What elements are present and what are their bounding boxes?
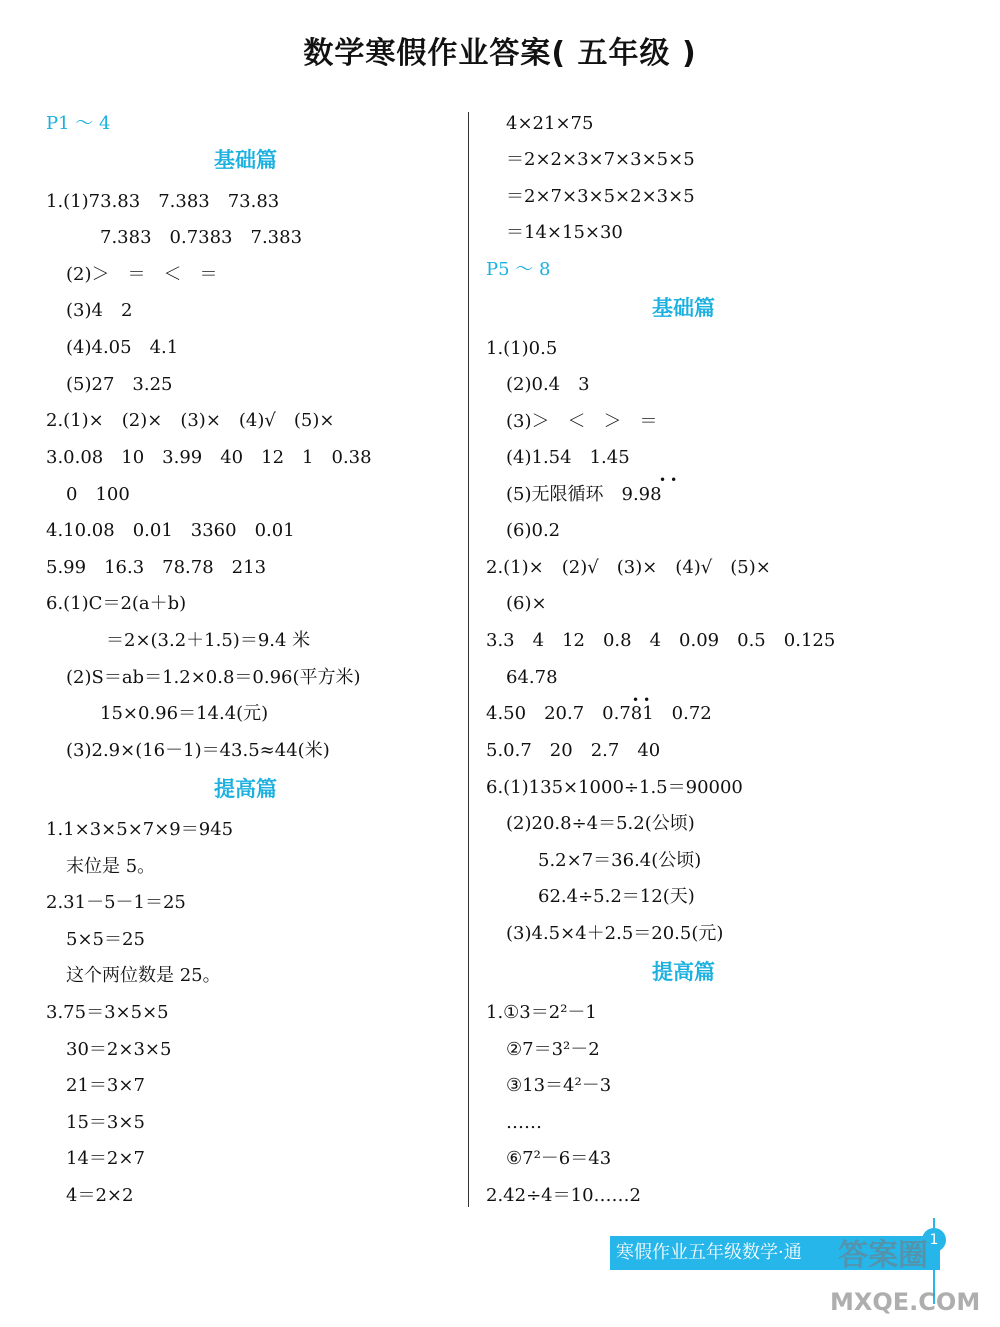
watermark-url: MXQE.COM <box>830 1288 981 1316</box>
answer-line: 这个两位数是 25。 <box>66 965 221 986</box>
right-page-ref: P5 ～ 8 <box>486 259 551 280</box>
answer-line: 21＝3×7 <box>66 1075 145 1096</box>
footer-banner: 寒假作业五年级数学·通 <box>610 1236 940 1270</box>
answer-line: (5)无限循环 9.98 <box>506 484 662 505</box>
answer-line: 0 100 <box>66 484 130 505</box>
answer-line: 7.383 0.7383 7.383 <box>100 227 303 248</box>
right-section-advanced: 提高篇 <box>652 960 715 984</box>
answer-line: 3.3 4 12 0.8 4 0.09 0.5 0.125 <box>486 630 836 651</box>
answer-line: 14＝2×7 <box>66 1148 145 1169</box>
answer-line: (3)2.9×(16－1)＝43.5≈44(米) <box>66 740 330 761</box>
answer-line: ⑥7²－6＝43 <box>506 1148 612 1169</box>
column-divider <box>468 112 469 1207</box>
answer-line: 1.(1)0.5 <box>486 338 558 359</box>
answer-line: 3.0.08 10 3.99 40 12 1 0.38 <box>46 447 372 468</box>
answer-line: 5×5＝25 <box>66 929 145 950</box>
answer-line: 6.(1)C＝2(a＋b) <box>46 593 187 614</box>
answer-line: (6)× <box>506 593 547 614</box>
repeating-decimal-dots: •• <box>659 473 682 487</box>
answer-line: 5.99 16.3 78.78 213 <box>46 557 267 578</box>
answer-line: (2)＞ ＝ ＜ ＝ <box>66 264 218 285</box>
answer-line: (3)＞ ＜ ＞ ＝ <box>506 411 658 432</box>
answer-line: 4＝2×2 <box>66 1185 134 1206</box>
answer-line: 1.1×3×5×7×9＝945 <box>46 819 234 840</box>
answer-line: 2.42÷4＝10……2 <box>486 1185 641 1206</box>
answer-line: 64.78 <box>506 667 558 688</box>
answer-line: (3)4.5×4＋2.5＝20.5(元) <box>506 923 724 944</box>
answer-line: 4×21×75 <box>506 113 594 134</box>
answer-line: (4)4.05 4.1 <box>66 337 179 358</box>
answer-line: (2)0.4 3 <box>506 374 590 395</box>
right-section-basic: 基础篇 <box>652 296 715 320</box>
repeating-decimal-dots: •• <box>632 693 655 707</box>
answer-line: (5)27 3.25 <box>66 374 173 395</box>
answer-line: 30＝2×3×5 <box>66 1039 172 1060</box>
answer-line: (3)4 2 <box>66 300 133 321</box>
answer-line: ②7＝3²－2 <box>506 1039 600 1060</box>
answer-line: ＝2×(3.2＋1.5)＝9.4 米 <box>106 630 311 651</box>
answer-line: (2)20.8÷4＝5.2(公顷) <box>506 813 695 834</box>
answer-line: 62.4÷5.2＝12(天) <box>538 886 695 907</box>
answer-line: ＝2×7×3×5×2×3×5 <box>506 186 695 207</box>
answer-line: 末位是 5。 <box>66 856 156 877</box>
page-title: 数学寒假作业答案( 五年级 ) <box>303 36 697 71</box>
answer-line: 2.(1)× (2)√ (3)× (4)√ (5)× <box>486 557 771 578</box>
answer-line: ＝14×15×30 <box>506 222 623 243</box>
answer-line: (4)1.54 1.45 <box>506 447 630 468</box>
answer-line: 15＝3×5 <box>66 1112 145 1133</box>
left-page-ref: P1 ～ 4 <box>46 113 111 134</box>
page-number: 1 <box>922 1228 946 1252</box>
answer-line: 1.①3＝2²－1 <box>486 1002 597 1023</box>
answer-line: 4.50 20.7 0.781 0.72 <box>486 703 712 724</box>
answer-line: 15×0.96＝14.4(元) <box>100 703 269 724</box>
answer-line: 6.(1)135×1000÷1.5＝90000 <box>486 777 743 798</box>
answer-line: 1.(1)73.83 7.383 73.83 <box>46 191 280 212</box>
answer-line: 2.31－5－1＝25 <box>46 892 186 913</box>
watermark-logo: 答案圈 <box>838 1238 928 1273</box>
left-section-basic: 基础篇 <box>214 148 277 172</box>
answer-line: ＝2×2×3×7×3×5×5 <box>506 149 695 170</box>
answer-line: 4.10.08 0.01 3360 0.01 <box>46 520 295 541</box>
answer-line: 3.75＝3×5×5 <box>46 1002 169 1023</box>
answer-line: 2.(1)× (2)× (3)× (4)√ (5)× <box>46 410 335 431</box>
answer-line: (6)0.2 <box>506 520 561 541</box>
answer-line: (2)S＝ab＝1.2×0.8＝0.96(平方米) <box>66 667 361 688</box>
answer-line: ③13＝4²－3 <box>506 1075 612 1096</box>
answer-line: 5.0.7 20 2.7 40 <box>486 740 661 761</box>
left-section-advanced: 提高篇 <box>214 777 277 801</box>
answer-line: 5.2×7＝36.4(公顷) <box>538 850 702 871</box>
answer-line: …… <box>506 1112 542 1133</box>
